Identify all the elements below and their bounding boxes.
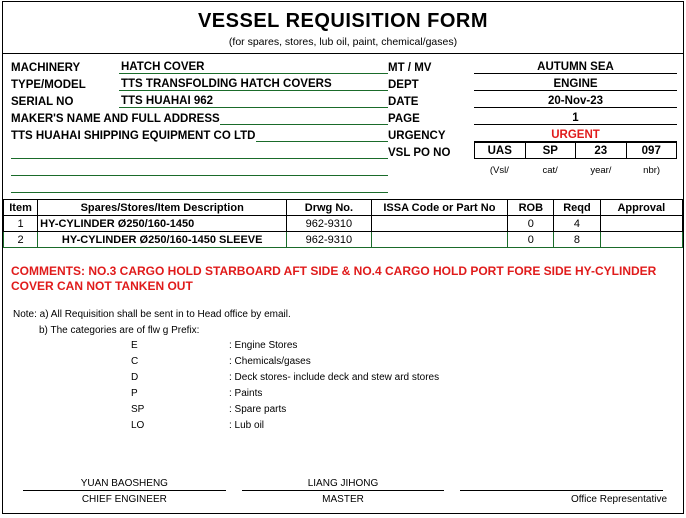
field-urgency-value[interactable]: URGENT [474, 129, 677, 142]
field-dept-label: DEPT [388, 79, 419, 91]
signature-role-office-representative: Office Representative [571, 494, 668, 505]
category-value-paints: : Paints [229, 388, 263, 399]
signature-office-representative [452, 478, 671, 505]
category-key-deck: D [131, 372, 139, 383]
field-page-value[interactable]: 1 [474, 112, 677, 125]
items-table [3, 199, 683, 248]
requisition-form-page [2, 1, 684, 514]
cell-drwg-no: 962-9310 [287, 216, 371, 232]
page-title: VESSEL REQUISITION FORM [197, 10, 489, 32]
field-vessel [388, 57, 677, 74]
category-value-chemicals: : Chemicals/gases [229, 356, 311, 367]
cell-description: HY-CYLINDER Ø250/160-1450 SLEEVE [38, 232, 287, 248]
cell-item: 1 [4, 216, 38, 232]
cell-drwg-no: 962-9310 [287, 232, 371, 248]
header-info-block [3, 54, 683, 195]
cell-issa-code [371, 232, 508, 248]
field-page-label: PAGE [388, 113, 420, 125]
signature-block [3, 478, 683, 505]
field-type-model-label: TYPE/MODEL [11, 79, 86, 91]
category-value-lub-oil: : Lub oil [229, 420, 265, 431]
field-date [388, 91, 677, 108]
field-machinery [11, 57, 388, 74]
category-row-paints [39, 386, 675, 402]
field-machinery-label: MACHINERY [11, 62, 81, 74]
category-key-engine: E [131, 340, 138, 351]
page-subtitle: (for spares, stores, lub oil, paint, chemical/gases) [228, 36, 458, 48]
signature-name-office-representative[interactable] [460, 478, 663, 491]
field-maker-address-rest[interactable] [256, 141, 389, 142]
cell-rob: 0 [508, 216, 554, 232]
field-maker-name [11, 108, 388, 125]
category-row-lub-oil [39, 418, 675, 434]
col-reqd: Reqd [554, 200, 600, 216]
table-row[interactable] [4, 216, 683, 232]
po-sublabels [474, 165, 677, 176]
cell-reqd: 4 [554, 216, 600, 232]
field-maker-address [11, 125, 388, 142]
signature-role-master: MASTER [322, 494, 364, 505]
header-info-left [3, 57, 388, 193]
cell-approval [600, 232, 682, 248]
maker-address-line-4[interactable] [11, 176, 388, 193]
category-key-lub-oil: LO [131, 420, 145, 431]
field-urgency-label: URGENCY [388, 130, 446, 142]
field-serial-no [11, 91, 388, 108]
po-cell-number[interactable]: 097 [627, 142, 678, 159]
po-sublabel-vessel: (Vsl/ [489, 165, 509, 176]
po-cell-vessel[interactable]: UAS [474, 142, 526, 159]
notes-block [3, 294, 683, 434]
table-row[interactable] [4, 232, 683, 248]
col-item: Item [4, 200, 38, 216]
field-serial-no-label: SERIAL NO [11, 96, 74, 108]
signature-name-chief-engineer[interactable]: YUAN BAOSHENG [23, 478, 226, 491]
cell-reqd: 8 [554, 232, 600, 248]
col-issa-code: ISSA Code or Part No [371, 200, 508, 216]
field-date-label: DATE [388, 96, 419, 108]
category-row-engine [39, 338, 675, 354]
maker-address-line-2[interactable] [11, 142, 388, 159]
field-vessel-label: MT / MV [388, 62, 432, 74]
signature-master [234, 478, 453, 505]
field-type-model-value[interactable]: TTS TRANSFOLDING HATCH COVERS [119, 78, 388, 91]
signature-chief-engineer [15, 478, 234, 505]
po-sublabel-category: cat/ [542, 165, 558, 176]
comments-text: COMMENTS: NO.3 CARGO HOLD STARBOARD AFT SIDE & NO.4 CARGO HOLD PORT FORE SIDE HY-CYLINDER COVER CAN NOT TANKEN OUT [11, 264, 657, 293]
field-dept-value[interactable]: ENGINE [474, 78, 677, 91]
category-key-spares: SP [131, 404, 145, 415]
category-row-deck [39, 370, 675, 386]
field-machinery-value[interactable]: HATCH COVER [119, 61, 388, 74]
po-sublabels-row [388, 159, 677, 176]
cell-item: 2 [4, 232, 38, 248]
note-line-a: Note: a) All Requisition shall be sent in to Head office by email. [13, 309, 291, 320]
category-value-engine: : Engine Stores [229, 340, 298, 351]
col-description: Spares/Stores/Item Description [38, 200, 287, 216]
table-header-row [4, 200, 683, 216]
field-page [388, 108, 677, 125]
cell-approval [600, 216, 682, 232]
col-rob: ROB [508, 200, 554, 216]
category-value-spares: : Spare parts [229, 404, 287, 415]
signature-role-chief-engineer: CHIEF ENGINEER [81, 494, 167, 505]
field-vsl-po-no [388, 142, 677, 159]
field-vsl-po-no-label: VSL PO NO [388, 147, 451, 159]
po-cell-year[interactable]: 23 [576, 142, 627, 159]
maker-address-line-3[interactable] [11, 159, 388, 176]
po-sublabel-number: nbr) [643, 165, 661, 176]
note-line-b: b) The categories are of flw g Prefix: [39, 325, 200, 336]
po-cells [474, 142, 677, 159]
col-drwg-no: Drwg No. [287, 200, 371, 216]
cell-description: HY-CYLINDER Ø250/160-1450 [38, 216, 287, 232]
col-approval: Approval [600, 200, 682, 216]
category-value-deck: : Deck stores- include deck and stew ard stores [229, 372, 440, 383]
field-type-model [11, 74, 388, 91]
field-date-value[interactable]: 20-Nov-23 [474, 95, 677, 108]
signature-name-master[interactable]: LIANG JIHONG [242, 478, 445, 491]
cell-rob: 0 [508, 232, 554, 248]
po-sublabel-year: year/ [590, 165, 612, 176]
field-dept [388, 74, 677, 91]
field-maker-address-value[interactable]: TTS HUAHAI SHIPPING EQUIPMENT CO LTD [11, 130, 256, 142]
category-row-spares [39, 402, 675, 418]
po-cell-category[interactable]: SP [526, 142, 577, 159]
cell-issa-code [371, 216, 508, 232]
field-maker-name-label: MAKER'S NAME AND FULL ADDRESS [11, 113, 220, 125]
category-key-chemicals: C [131, 356, 139, 367]
category-row-chemicals [39, 354, 675, 370]
field-vessel-value[interactable]: AUTUMN SEA [474, 61, 677, 74]
field-urgency [388, 125, 677, 142]
field-serial-no-value[interactable]: TTS HUAHAI 962 [119, 95, 388, 108]
field-maker-name-value[interactable] [220, 124, 388, 125]
header-info-right [388, 57, 683, 193]
category-key-paints: P [131, 388, 138, 399]
